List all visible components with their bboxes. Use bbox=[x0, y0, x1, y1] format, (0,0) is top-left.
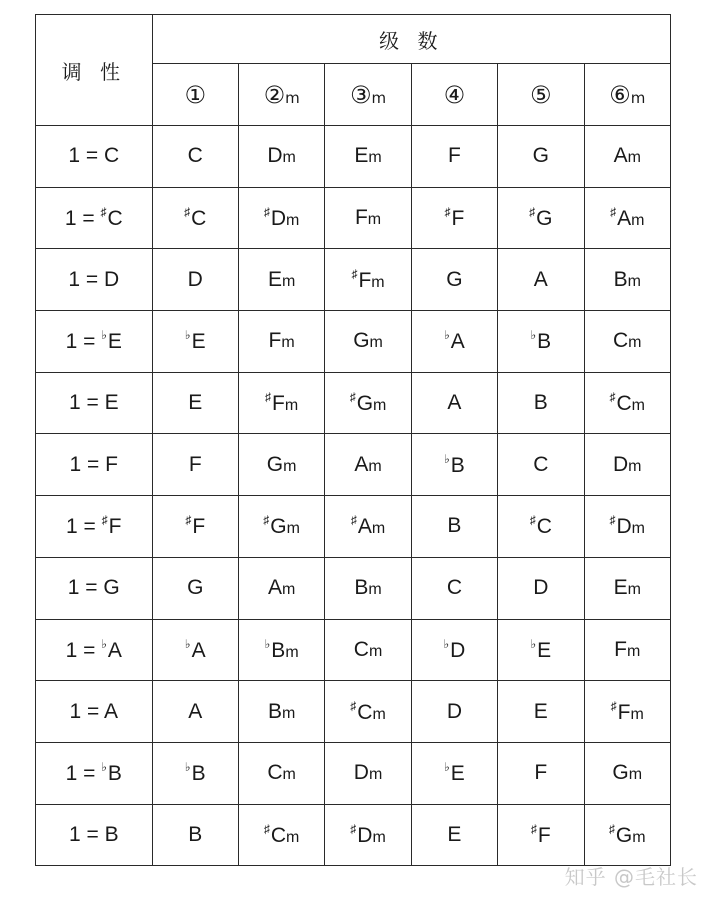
chord-cell bbox=[584, 804, 671, 866]
chord-accidental: ♭ bbox=[530, 636, 537, 651]
key-prefix: 1 = bbox=[64, 207, 101, 231]
key-prefix: 1 = bbox=[68, 822, 105, 846]
chord-cell bbox=[238, 742, 324, 804]
chord-quality: m bbox=[281, 704, 296, 722]
key-note: B bbox=[104, 822, 119, 846]
chord-cell bbox=[498, 496, 584, 558]
chord-root: E bbox=[537, 638, 552, 662]
key-accidental: ♭ bbox=[101, 636, 107, 651]
chord-root: G bbox=[353, 329, 370, 353]
degree-header-4 bbox=[411, 64, 497, 126]
chord-root: G bbox=[266, 452, 284, 476]
chord-cell bbox=[238, 126, 324, 188]
chord-cell bbox=[325, 187, 411, 249]
chord-root: A bbox=[357, 515, 372, 539]
chord-cell bbox=[498, 619, 584, 681]
key-prefix: 1 = bbox=[68, 391, 105, 415]
chord-quality: m bbox=[368, 581, 382, 599]
chord-quality: m bbox=[368, 642, 383, 660]
chord-quality: m bbox=[368, 457, 382, 475]
chord-cell bbox=[238, 681, 324, 743]
chord-root: A bbox=[354, 452, 369, 476]
chord-quality: m bbox=[627, 272, 641, 290]
chord-cell bbox=[584, 681, 671, 743]
key-accidental: ♭ bbox=[101, 328, 107, 343]
chord-quality: m bbox=[627, 149, 641, 167]
chord-root: F bbox=[272, 392, 285, 416]
key-prefix: 1 = bbox=[68, 144, 104, 168]
degree-suffix: m bbox=[371, 88, 387, 107]
chord-quality: m bbox=[371, 273, 385, 291]
chord-quality: m bbox=[281, 334, 295, 352]
chord-accidental: ♭ bbox=[444, 328, 450, 343]
key-accidental: ♭ bbox=[101, 760, 107, 775]
chord-cell bbox=[152, 742, 238, 804]
chord-root: F bbox=[534, 761, 548, 785]
key-note: E bbox=[104, 391, 119, 415]
chord-quality: m bbox=[372, 828, 386, 846]
chord-root: C bbox=[270, 823, 287, 847]
table-row bbox=[36, 804, 671, 866]
chord-cell bbox=[152, 804, 238, 866]
chord-cell bbox=[238, 249, 324, 311]
chord-degree-table bbox=[35, 14, 671, 866]
chord-root: A bbox=[267, 576, 282, 600]
chord-accidental: ♯ bbox=[609, 390, 616, 405]
chord-root: E bbox=[450, 762, 465, 786]
chord-root: A bbox=[188, 699, 203, 723]
key-note: F bbox=[108, 515, 122, 539]
chord-accidental: ♯ bbox=[610, 205, 617, 220]
chord-cell bbox=[238, 434, 324, 496]
chord-root: G bbox=[612, 761, 629, 785]
chord-root: G bbox=[187, 576, 204, 600]
chord-root: F bbox=[268, 329, 282, 353]
table-row bbox=[36, 619, 671, 681]
chord-cell bbox=[498, 681, 584, 743]
chord-quality: m bbox=[367, 211, 382, 229]
chord-cell bbox=[498, 187, 584, 249]
chord-accidental: ♭ bbox=[184, 328, 191, 343]
chord-cell bbox=[325, 311, 411, 373]
degree-header-6 bbox=[584, 64, 671, 126]
chord-root: E bbox=[533, 699, 548, 723]
chord-root: G bbox=[270, 515, 287, 539]
degree-header-5 bbox=[498, 64, 584, 126]
key-prefix: 1 = bbox=[69, 699, 104, 723]
table-row bbox=[36, 249, 671, 311]
chord-cell bbox=[584, 249, 671, 311]
chord-root: C bbox=[446, 576, 462, 600]
chord-cell bbox=[411, 557, 497, 619]
chord-accidental: ♭ bbox=[443, 636, 450, 651]
chord-root: F bbox=[451, 207, 465, 231]
chord-root: A bbox=[617, 207, 632, 231]
chord-accidental: ♯ bbox=[263, 821, 270, 836]
key-note: C bbox=[107, 207, 123, 231]
chord-root: D bbox=[353, 761, 369, 785]
chord-root: E bbox=[354, 144, 369, 168]
chord-cell bbox=[584, 557, 671, 619]
chord-root: C bbox=[533, 452, 549, 476]
key-cell bbox=[36, 311, 153, 373]
key-cell bbox=[36, 434, 153, 496]
chord-quality: m bbox=[631, 520, 645, 538]
chord-root: C bbox=[353, 637, 369, 661]
chord-root: B bbox=[447, 514, 462, 538]
degree-suffix: m bbox=[285, 88, 300, 107]
chord-root: A bbox=[533, 267, 548, 291]
key-note: A bbox=[103, 699, 118, 723]
chord-root: G bbox=[532, 144, 549, 168]
chord-cell bbox=[325, 434, 411, 496]
chord-accidental: ♭ bbox=[184, 636, 191, 651]
chord-cell bbox=[325, 742, 411, 804]
degree-symbol: ① bbox=[184, 80, 206, 109]
key-prefix: 1 = bbox=[69, 452, 106, 476]
chord-root: B bbox=[354, 576, 369, 600]
chord-cell bbox=[152, 311, 238, 373]
chord-cell bbox=[238, 804, 324, 866]
chord-cell bbox=[152, 187, 238, 249]
chord-cell bbox=[152, 557, 238, 619]
chord-quality: m bbox=[368, 149, 382, 167]
chord-root: B bbox=[191, 762, 206, 786]
key-prefix: 1 = bbox=[65, 330, 102, 354]
degree-group-header: 级 数 bbox=[152, 15, 670, 64]
chord-root: E bbox=[188, 391, 203, 415]
chord-quality: m bbox=[632, 828, 646, 846]
key-cell bbox=[36, 742, 153, 804]
key-note: C bbox=[104, 144, 120, 168]
chord-root: F bbox=[358, 268, 372, 292]
key-column-header: 调 性 bbox=[36, 15, 153, 126]
chord-cell bbox=[152, 434, 238, 496]
chord-accidental: ♯ bbox=[351, 266, 358, 281]
chord-cell bbox=[325, 804, 411, 866]
chord-quality: m bbox=[628, 457, 642, 475]
key-cell bbox=[36, 557, 153, 619]
degree-symbol: ⑥ bbox=[609, 80, 631, 109]
key-note: F bbox=[105, 452, 118, 476]
chord-quality: m bbox=[373, 397, 387, 415]
chord-root: C bbox=[191, 207, 207, 231]
watermark: 知乎 @毛社长 bbox=[564, 865, 698, 889]
chord-root: F bbox=[192, 515, 206, 539]
chord-cell bbox=[584, 496, 671, 558]
chord-cell bbox=[152, 619, 238, 681]
chord-cell bbox=[325, 372, 411, 434]
chord-root: E bbox=[447, 822, 462, 846]
chord-root: C bbox=[187, 144, 203, 168]
key-cell bbox=[36, 372, 153, 434]
chord-cell bbox=[498, 372, 584, 434]
chord-cell bbox=[498, 249, 584, 311]
chord-quality: m bbox=[281, 272, 296, 290]
chord-quality: m bbox=[372, 705, 386, 723]
chord-root: C bbox=[616, 392, 632, 416]
chord-root: G bbox=[446, 267, 463, 291]
chord-root: G bbox=[356, 392, 374, 416]
chord-quality: m bbox=[281, 581, 296, 599]
chord-root: D bbox=[357, 823, 373, 847]
chord-quality: m bbox=[282, 149, 296, 167]
table-row bbox=[36, 187, 671, 249]
chord-cell bbox=[325, 619, 411, 681]
degree-header-3 bbox=[325, 64, 411, 126]
chord-cell bbox=[152, 249, 238, 311]
chord-quality: m bbox=[286, 212, 300, 230]
chord-accidental: ♯ bbox=[609, 513, 616, 528]
table-row bbox=[36, 681, 671, 743]
chord-root: C bbox=[267, 761, 283, 785]
degree-header-1 bbox=[152, 64, 238, 126]
chord-cell bbox=[238, 311, 324, 373]
chord-accidental: ♯ bbox=[350, 821, 357, 836]
chord-cell bbox=[238, 187, 324, 249]
chord-quality: m bbox=[284, 397, 299, 415]
chord-accidental: ♯ bbox=[263, 205, 270, 220]
key-cell bbox=[36, 126, 153, 188]
chord-quality: m bbox=[627, 642, 641, 660]
degree-symbol: ⑤ bbox=[530, 80, 552, 109]
chord-root: D bbox=[450, 638, 466, 662]
chord-cell bbox=[411, 804, 497, 866]
chord-cell bbox=[238, 496, 324, 558]
degree-suffix: m bbox=[630, 88, 646, 107]
chord-accidental: ♯ bbox=[529, 513, 536, 528]
chord-cell bbox=[584, 187, 671, 249]
chord-cell bbox=[411, 126, 497, 188]
chord-quality: m bbox=[369, 334, 383, 352]
chord-cell bbox=[325, 496, 411, 558]
chord-cell bbox=[152, 372, 238, 434]
key-prefix: 1 = bbox=[65, 762, 102, 786]
chord-root: B bbox=[537, 330, 552, 354]
chord-cell bbox=[238, 557, 324, 619]
chord-accidental: ♭ bbox=[184, 760, 191, 775]
table-row bbox=[36, 311, 671, 373]
chord-quality: m bbox=[628, 766, 643, 784]
chord-root: F bbox=[354, 206, 368, 230]
chord-accidental: ♯ bbox=[610, 698, 617, 713]
chord-root: B bbox=[188, 822, 203, 846]
chord-root: C bbox=[536, 515, 552, 539]
chord-cell bbox=[325, 249, 411, 311]
key-prefix: 1 = bbox=[68, 267, 104, 291]
chord-root: D bbox=[613, 452, 629, 476]
key-cell bbox=[36, 496, 153, 558]
key-cell bbox=[36, 187, 153, 249]
table-row bbox=[36, 434, 671, 496]
chord-root: D bbox=[446, 699, 462, 723]
chord-root: B bbox=[267, 699, 282, 723]
key-prefix: 1 = bbox=[65, 638, 102, 662]
chord-cell bbox=[152, 496, 238, 558]
key-cell bbox=[36, 249, 153, 311]
key-cell bbox=[36, 804, 153, 866]
chord-cell bbox=[411, 434, 497, 496]
chord-quality: m bbox=[282, 766, 296, 784]
degree-symbol: ④ bbox=[443, 80, 466, 109]
chord-root: B bbox=[533, 391, 548, 415]
key-cell bbox=[36, 619, 153, 681]
chord-root: F bbox=[614, 637, 627, 661]
chord-cell bbox=[152, 681, 238, 743]
chord-root: F bbox=[537, 823, 551, 847]
chord-quality: m bbox=[630, 705, 644, 723]
chord-accidental: ♭ bbox=[444, 451, 450, 466]
chord-accidental: ♯ bbox=[608, 821, 615, 836]
chord-quality: m bbox=[368, 766, 383, 784]
chord-cell bbox=[498, 434, 584, 496]
chord-cell bbox=[498, 126, 584, 188]
chord-root: D bbox=[270, 207, 287, 231]
chord-cell bbox=[411, 619, 497, 681]
chord-root: F bbox=[617, 700, 631, 724]
chord-cell bbox=[498, 742, 584, 804]
chord-quality: m bbox=[631, 397, 645, 415]
chord-accidental: ♯ bbox=[350, 698, 357, 713]
chord-root: F bbox=[448, 144, 461, 168]
chord-root: C bbox=[357, 700, 373, 724]
table-row bbox=[36, 742, 671, 804]
chord-cell bbox=[411, 311, 497, 373]
chord-accidental: ♯ bbox=[263, 513, 270, 528]
degree-symbol: ③ bbox=[349, 80, 372, 109]
chord-accidental: ♯ bbox=[184, 205, 191, 220]
chord-cell bbox=[238, 372, 324, 434]
key-accidental: ♯ bbox=[100, 205, 107, 220]
chord-cell bbox=[325, 557, 411, 619]
chord-cell bbox=[584, 372, 671, 434]
chord-cell bbox=[498, 311, 584, 373]
degree-symbol: ② bbox=[263, 80, 286, 109]
degree-header-2 bbox=[238, 64, 324, 126]
key-note: B bbox=[107, 762, 122, 786]
chord-quality: m bbox=[627, 581, 641, 599]
chord-root: D bbox=[187, 267, 203, 291]
chord-quality: m bbox=[286, 520, 300, 538]
chord-cell bbox=[411, 496, 497, 558]
chord-root: E bbox=[191, 330, 206, 354]
chord-quality: m bbox=[631, 212, 645, 230]
chord-cell bbox=[584, 126, 671, 188]
chord-cell bbox=[584, 619, 671, 681]
chord-cell bbox=[411, 372, 497, 434]
chord-root: E bbox=[613, 576, 628, 600]
chord-accidental: ♯ bbox=[529, 205, 536, 220]
chord-quality: m bbox=[283, 457, 297, 475]
chord-quality: m bbox=[628, 334, 642, 352]
chord-accidental: ♯ bbox=[349, 390, 356, 405]
chord-root: B bbox=[613, 267, 628, 291]
chord-cell bbox=[584, 742, 671, 804]
chord-cell bbox=[411, 187, 497, 249]
chord-accidental: ♯ bbox=[265, 390, 272, 405]
chord-root: G bbox=[536, 207, 553, 231]
chord-root: C bbox=[613, 329, 629, 353]
chord-root: D bbox=[616, 515, 632, 539]
chord-cell bbox=[411, 681, 497, 743]
table-row bbox=[36, 496, 671, 558]
chord-root: D bbox=[533, 576, 549, 600]
chord-quality: m bbox=[285, 643, 299, 661]
chord-cell bbox=[238, 619, 324, 681]
chord-accidental: ♭ bbox=[444, 760, 450, 775]
chord-cell bbox=[152, 126, 238, 188]
key-note: A bbox=[107, 638, 122, 662]
chord-root: B bbox=[450, 453, 465, 477]
chord-root: B bbox=[271, 638, 286, 662]
table-row bbox=[36, 372, 671, 434]
chord-root: G bbox=[615, 823, 633, 847]
chord-root: A bbox=[450, 330, 465, 354]
chord-accidental: ♯ bbox=[185, 513, 192, 528]
chord-root: F bbox=[188, 452, 202, 476]
chord-accidental: ♯ bbox=[350, 513, 357, 528]
key-note: D bbox=[104, 267, 120, 291]
chord-root: A bbox=[613, 144, 628, 168]
key-note: E bbox=[107, 330, 122, 354]
chord-cell bbox=[325, 681, 411, 743]
table-row bbox=[36, 557, 671, 619]
chord-root: D bbox=[267, 144, 283, 168]
chord-cell bbox=[411, 742, 497, 804]
chord-accidental: ♯ bbox=[444, 205, 451, 220]
chord-cell bbox=[411, 249, 497, 311]
chord-cell bbox=[325, 126, 411, 188]
chord-root: A bbox=[447, 391, 462, 415]
chord-cell bbox=[498, 804, 584, 866]
key-cell bbox=[36, 681, 153, 743]
table-row bbox=[36, 126, 671, 188]
key-prefix: 1 = bbox=[66, 515, 102, 539]
chord-root: E bbox=[267, 267, 282, 291]
chord-cell bbox=[584, 434, 671, 496]
chord-root: A bbox=[191, 638, 206, 662]
key-prefix: 1 = bbox=[67, 576, 104, 600]
key-accidental: ♯ bbox=[101, 513, 108, 528]
chord-quality: m bbox=[286, 828, 300, 846]
chord-accidental: ♯ bbox=[530, 821, 537, 836]
chord-accidental: ♭ bbox=[530, 328, 537, 343]
chord-quality: m bbox=[371, 520, 386, 538]
chord-cell bbox=[498, 557, 584, 619]
chord-cell bbox=[584, 311, 671, 373]
key-note: G bbox=[103, 576, 120, 600]
chord-accidental: ♭ bbox=[264, 636, 271, 651]
